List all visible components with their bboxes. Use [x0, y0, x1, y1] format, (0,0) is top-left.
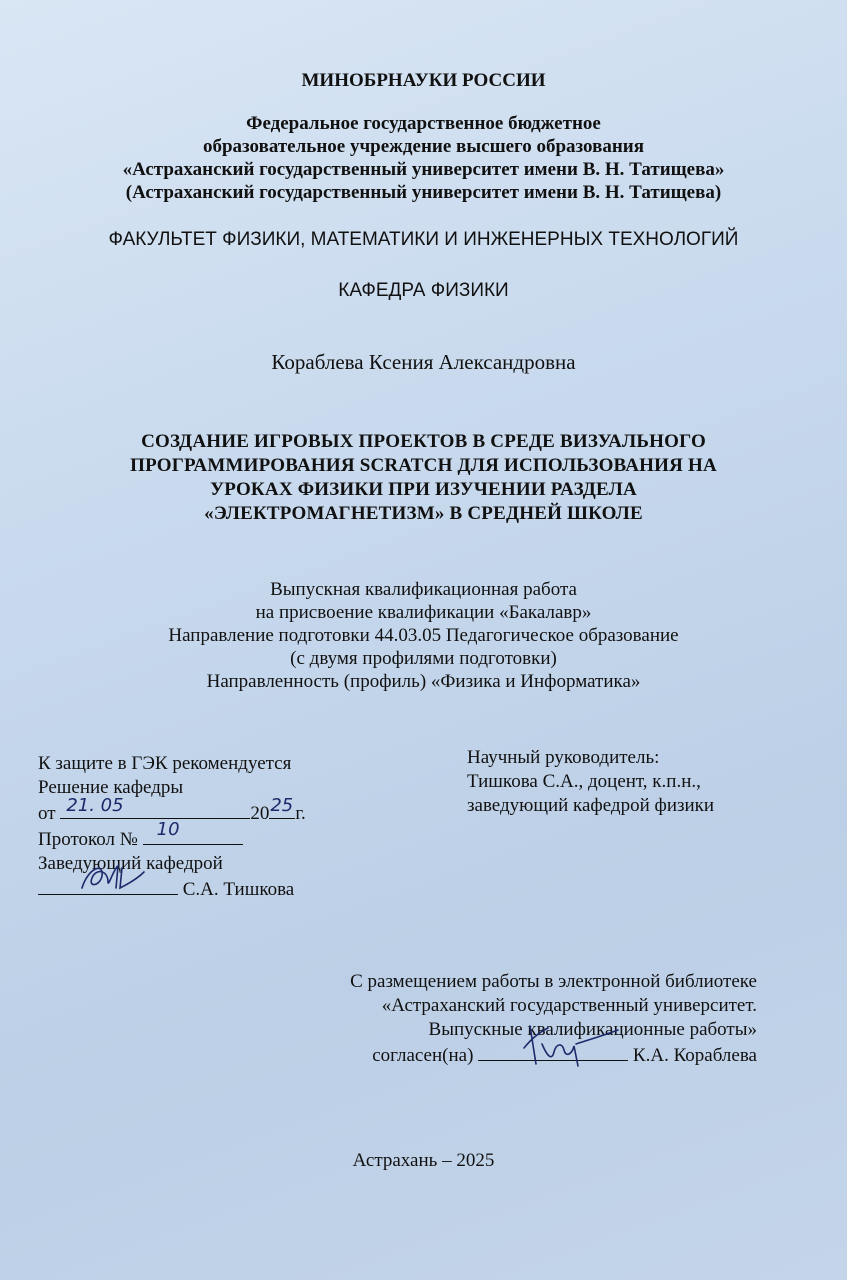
author-name: Кораблева Ксения Александровна	[271, 350, 576, 374]
head-signature-icon	[78, 858, 148, 896]
student-signature-icon	[518, 1018, 628, 1070]
supervisor-block	[467, 746, 714, 818]
profiles-note: (с двумя профилями подготовки)	[290, 648, 557, 669]
university-line: образовательное учреждение высшего образования	[202, 136, 645, 157]
defense-block	[38, 752, 306, 902]
university-line: Федеральное государственное бюджетное	[246, 113, 601, 134]
student-name: К.А. Кораблева	[632, 1045, 757, 1066]
consent-label: согласен(на)	[372, 1045, 474, 1066]
date-handwritten: 21. 05	[66, 795, 124, 816]
date-from-label: от	[38, 803, 56, 824]
library-line: С размещением работы в электронной библиотеке	[350, 971, 757, 992]
student-signature-line	[478, 1042, 628, 1061]
university-line: «Астраханский государственный университет имени В. Н. Татищева»	[122, 159, 725, 180]
title-line: «ЭЛЕКТРОМАГНЕТИЗМ» В СРЕДНЕЙ ШКОЛЕ	[204, 503, 643, 524]
department-name: КАФЕДРА ФИЗИКИ	[338, 280, 509, 301]
defense-decision: Решение кафедры	[38, 777, 184, 798]
library-line: Выпускные квалификационные работы»	[428, 1019, 757, 1040]
study-direction: Направление подготовки 44.03.05 Педагогическое образование	[168, 625, 679, 646]
year-prefix: 20	[250, 803, 270, 824]
thesis-title	[0, 430, 847, 526]
qualification: на присвоение квалификации «Бакалавр»	[255, 602, 592, 623]
protocol-handwritten: 10	[156, 819, 180, 840]
protocol-row	[38, 819, 306, 852]
year-field	[269, 795, 295, 819]
consent-row	[350, 1042, 757, 1068]
title-line: УРОКАХ ФИЗИКИ ПРИ ИЗУЧЕНИИ РАЗДЕЛА	[210, 479, 637, 500]
supervisor-label: Научный руководитель:	[467, 747, 660, 768]
year-end: г.	[295, 803, 306, 824]
work-type: Выпускная квалификационная работа	[270, 579, 577, 600]
university-block	[0, 112, 847, 204]
head-name: С.А. Тишкова	[182, 879, 295, 900]
title-line: ПРОГРАММИРОВАНИЯ SCRATCH ДЛЯ ИСПОЛЬЗОВАНИЯ НА	[130, 455, 717, 476]
library-consent-block	[350, 970, 757, 1068]
head-label: Заведующий кафедрой	[38, 853, 223, 874]
protocol-field	[143, 819, 243, 845]
supervisor-line: заведующий кафедрой физики	[467, 795, 715, 816]
ministry-heading: МИНОБРНАУКИ РОССИИ	[301, 70, 546, 91]
defense-recommended: К защите в ГЭК рекомендуется	[38, 753, 292, 774]
year-handwritten: 25	[270, 795, 294, 816]
date-field	[60, 795, 250, 819]
title-line: СОЗДАНИЕ ИГРОВЫХ ПРОЕКТОВ В СРЕДЕ ВИЗУАЛЬНОГО	[141, 431, 706, 452]
head-signature-row	[38, 876, 306, 902]
protocol-label: Протокол №	[38, 829, 138, 850]
city-year: Астрахань – 2025	[352, 1150, 495, 1171]
study-profile: Направленность (профиль) «Физика и Информатика»	[206, 671, 641, 692]
university-line: (Астраханский государственный университет имени В. Н. Татищева)	[125, 182, 722, 203]
supervisor-line: Тишкова С.А., доцент, к.п.н.,	[467, 771, 701, 792]
faculty-name: ФАКУЛЬТЕТ ФИЗИКИ, МАТЕМАТИКИ И ИНЖЕНЕРНЫХ ТЕХНОЛОГИЙ	[108, 229, 739, 250]
library-line: «Астраханский государственный университет.	[381, 995, 757, 1016]
work-info	[0, 578, 847, 693]
head-signature-line	[38, 876, 178, 895]
